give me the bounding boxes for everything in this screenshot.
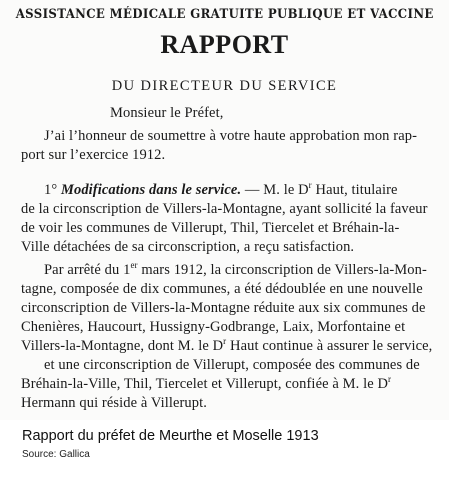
- body-text: Haut continue à assurer le service,: [226, 338, 433, 354]
- salutation: Monsieur le Préfet,: [110, 105, 224, 121]
- body-line: Chenières, Haucourt, Hussigny-Godbrange, Laix, Morfontaine et: [21, 319, 406, 335]
- body-line: [21, 338, 432, 355]
- body-text: Haut, titulaire: [311, 182, 398, 198]
- section-heading-line: [44, 182, 398, 199]
- document-title: RAPPORT: [160, 30, 289, 59]
- body-line: de voir les communes de Villerupt, Thil, Tiercelet et Bréhain-la-: [21, 220, 400, 236]
- superscript: r: [308, 180, 312, 191]
- body-text: mars 1912, la circonscription de Villers-la-Mon-: [137, 262, 427, 278]
- body-text: Bréhain-la-Ville, Thil, Tiercelet et Villerupt, confiée à M. le D: [21, 376, 389, 392]
- body-text: Villers-la-Montagne, dont M. le D: [21, 338, 224, 354]
- intro-line: J’ai l’honneur de soumettre à votre haute approbation mon rap-: [44, 128, 418, 144]
- body-line: [44, 262, 427, 279]
- superscript: r: [388, 374, 392, 385]
- body-line: tagne, composée de dix communes, a été dédoublée en une nouvelle: [21, 281, 423, 297]
- superscript: r: [223, 336, 227, 347]
- body-text: Par arrêté du 1: [44, 262, 131, 278]
- body-line: circonscription de Villers-la-Montagne réduite aux six communes de: [21, 300, 426, 316]
- intro-line: port sur l’exercice 1912.: [21, 147, 166, 163]
- image-source: Source: Gallica: [22, 449, 90, 460]
- body-line: et une circonscription de Villerupt, composée des communes de: [44, 357, 420, 373]
- image-caption: Rapport du préfet de Meurthe et Moselle 1913: [22, 428, 319, 444]
- document-header-line: ASSISTANCE MÉDICALE GRATUITE PUBLIQUE ET VACCINE: [15, 6, 434, 21]
- body-text: — M. le D: [241, 182, 309, 198]
- document-subtitle: DU DIRECTEUR DU SERVICE: [111, 78, 338, 94]
- section-number: 1°: [44, 182, 61, 198]
- body-line: Ville détachées de sa circonscription, a reçu satisfaction.: [21, 239, 355, 255]
- body-line: de la circonscription de Villers-la-Montagne, ayant sollicité la faveur: [21, 201, 428, 217]
- section-title: Modifications dans le service.: [60, 182, 242, 198]
- superscript: er: [130, 260, 138, 271]
- body-line: [21, 376, 391, 393]
- body-line: Hermann qui réside à Villerupt.: [21, 395, 207, 411]
